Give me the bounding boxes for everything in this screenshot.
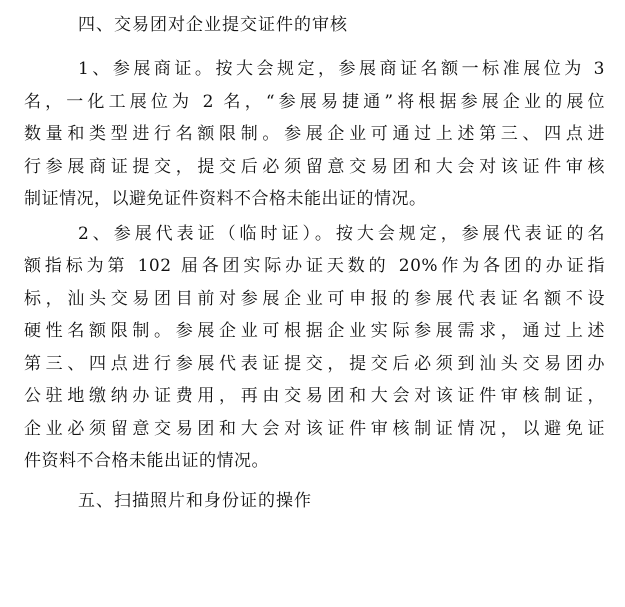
- paragraph-line: 公驻地缴纳办证费用，再由交易团和大会对该证件审核制证，: [24, 386, 605, 406]
- paragraph-line: 标，汕头交易团目前对参展企业可申报的参展代表证名额不设: [24, 288, 605, 309]
- paragraph-line: 数量和类型进行名额限制。参展企业可通过上述第三、四点进: [24, 124, 605, 144]
- paragraph-line: 2、参展代表证（临时证）。按大会规定，参展代表证的名: [78, 223, 605, 244]
- paragraph-line: 额指标为第 102 届各团实际办证天数的 20%作为各团的办证指: [24, 256, 605, 276]
- paragraph-line: 行参展商证提交，提交后必须留意交易团和大会对该证件审核: [24, 156, 605, 177]
- paragraph-line: 件资料不合格未能出证的情况。: [24, 451, 269, 471]
- paragraph-representative-pass: [24, 218, 605, 478]
- section-5-heading: 五、扫描照片和身份证的操作: [78, 490, 312, 511]
- paragraph-line: 第三、四点进行参展代表证提交，提交后必须到汕头交易团办: [24, 353, 605, 374]
- paragraph-line: 硬性名额限制。参展企业可根据企业实际参展需求，通过上述: [24, 321, 605, 341]
- section-4-heading: 四、交易团对企业提交证件的审核: [78, 15, 348, 35]
- paragraph-exhibitor-pass: [24, 53, 605, 216]
- paragraph-line: 名，一化工展位为 2 名，“参展易捷通”将根据参展企业的展位: [24, 91, 605, 112]
- paragraph-line: 制证情况，以避免证件资料不合格未能出证的情况。: [24, 189, 427, 209]
- paragraph-line: 企业必须留意交易团和大会对该证件审核制证情况，以避免证: [24, 418, 605, 439]
- paragraph-line: 1、参展商证。按大会规定，参展商证名额一标准展位为 3: [78, 59, 605, 79]
